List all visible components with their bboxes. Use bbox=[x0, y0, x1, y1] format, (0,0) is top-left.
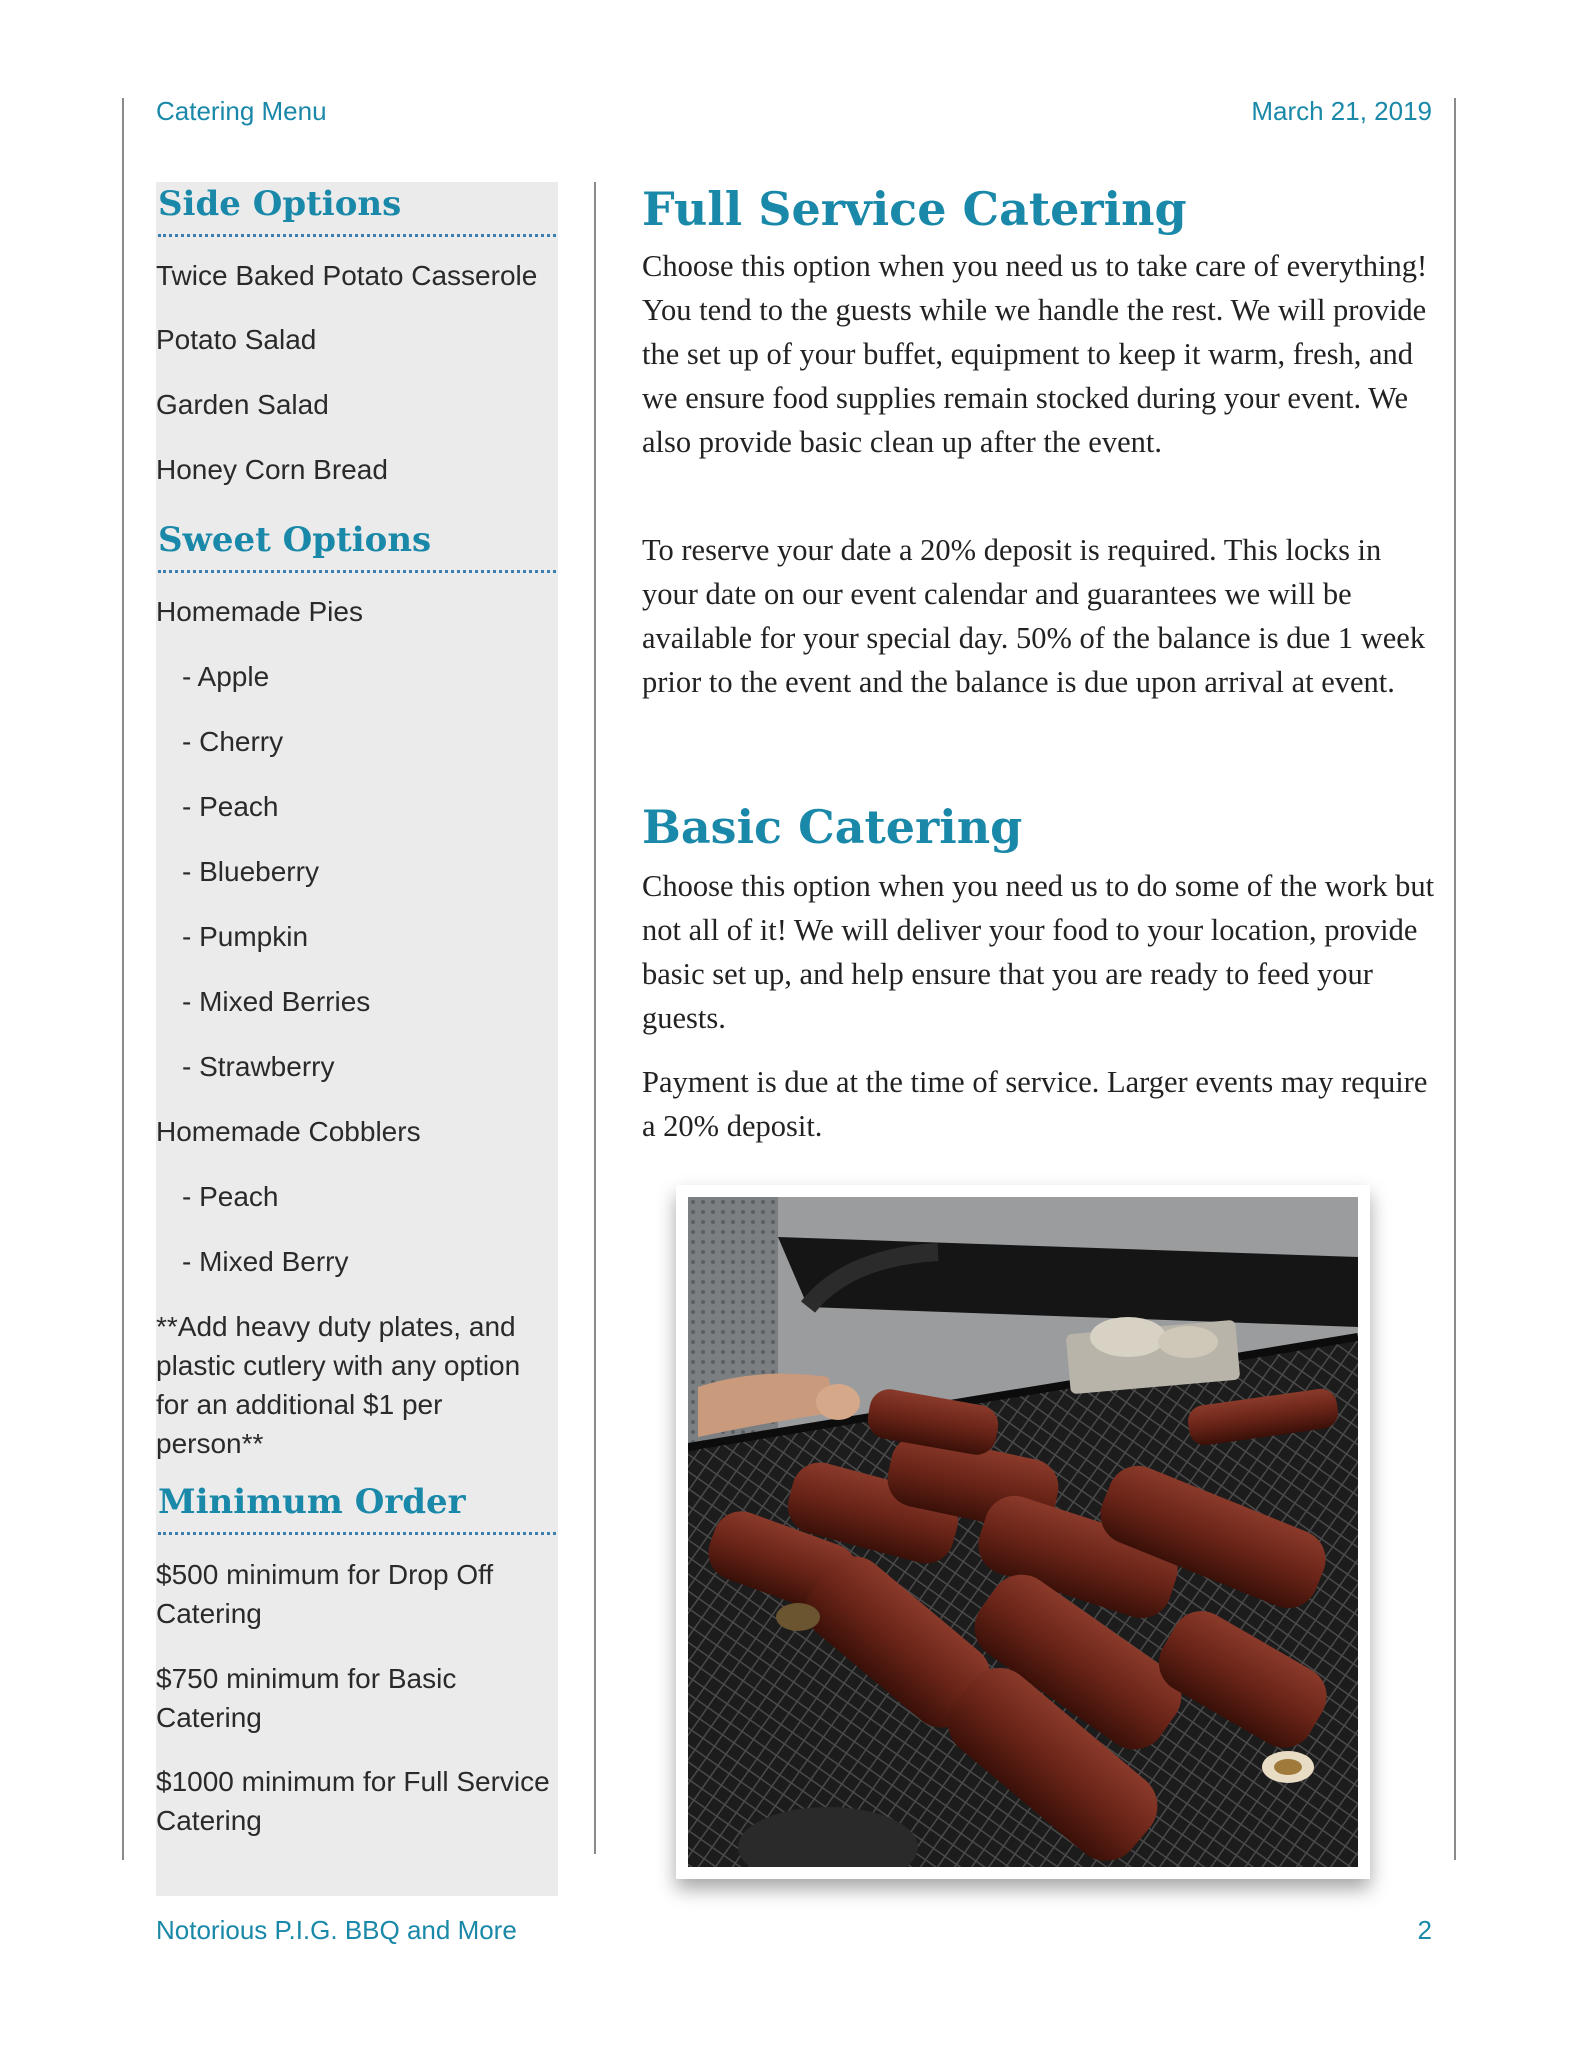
pie-item: - Apple bbox=[182, 661, 270, 692]
side-option-item: Twice Baked Potato Casserole bbox=[156, 260, 538, 291]
minimum-order-item: $750 minimum for Basic Catering bbox=[156, 1663, 457, 1733]
left-margin-rule bbox=[122, 98, 124, 1860]
pie-item: - Blueberry bbox=[182, 856, 319, 887]
side-option-item: Honey Corn Bread bbox=[156, 454, 388, 485]
side-option-item: Potato Salad bbox=[156, 324, 317, 355]
header-date: March 21, 2019 bbox=[1251, 96, 1432, 126]
full-service-heading: Full Service Catering bbox=[642, 182, 1187, 236]
cutlery-note: **Add heavy duty plates, and plastic cutlery with any option for an additional $1 per person** bbox=[156, 1311, 521, 1459]
cobbler-item: - Mixed Berry bbox=[182, 1246, 349, 1277]
side-option-item: Garden Salad bbox=[156, 389, 329, 420]
minimum-order-item: $1000 minimum for Full Service Catering bbox=[156, 1766, 550, 1836]
minimum-order-item: $500 minimum for Drop Off Catering bbox=[156, 1559, 494, 1629]
cobbler-item: - Peach bbox=[182, 1181, 279, 1212]
pies-label: Homemade Pies bbox=[156, 596, 363, 627]
minimum-order-heading: Minimum Order bbox=[158, 1482, 556, 1535]
full-service-paragraph-2: To reserve your date a 20% deposit is required. This locks in your date on our event calendar and guarantees we will be available for your special day. 50% of the balance is due 1 week prior to the event and the balance is due upon arrival at event. bbox=[642, 533, 1426, 699]
pie-item: - Pumpkin bbox=[182, 921, 309, 952]
bbq-ribs-photo bbox=[688, 1197, 1358, 1867]
bbq-ribs-photo-frame bbox=[676, 1185, 1370, 1879]
grill-with-ribs-image bbox=[688, 1197, 1358, 1867]
sidebar bbox=[156, 182, 558, 1896]
basic-catering-heading: Basic Catering bbox=[642, 800, 1023, 854]
pie-item: - Strawberry bbox=[182, 1051, 335, 1082]
pie-item: - Cherry bbox=[182, 726, 284, 757]
header-title: Catering Menu bbox=[156, 96, 327, 126]
basic-catering-paragraph-1: Choose this option when you need us to do some of the work but not all of it! We will deliver your food to your location, provide basic set up, and help ensure that you are ready to feed your guests. bbox=[642, 869, 1435, 1035]
full-service-paragraph-1: Choose this option when you need us to take care of everything! You tend to the guests while we handle the rest. We will provide the set up of your buffet, equipment to keep it warm, fresh, and we ensure food supplies remain stocked during your event. We also provide basic clean up after the event. bbox=[642, 249, 1428, 459]
pie-item: - Mixed Berries bbox=[182, 986, 371, 1017]
footer-page-number: 2 bbox=[1417, 1915, 1432, 1945]
basic-catering-paragraph-2: Payment is due at the time of service. Larger events may require a 20% deposit. bbox=[642, 1065, 1428, 1143]
pie-item: - Peach bbox=[182, 791, 279, 822]
cobblers-label: Homemade Cobblers bbox=[156, 1116, 421, 1147]
column-divider-rule bbox=[594, 182, 596, 1854]
right-margin-rule bbox=[1454, 98, 1456, 1860]
sweet-options-heading: Sweet Options bbox=[158, 520, 556, 573]
side-options-heading: Side Options bbox=[158, 184, 556, 237]
footer-business-name: Notorious P.I.G. BBQ and More bbox=[156, 1915, 517, 1945]
